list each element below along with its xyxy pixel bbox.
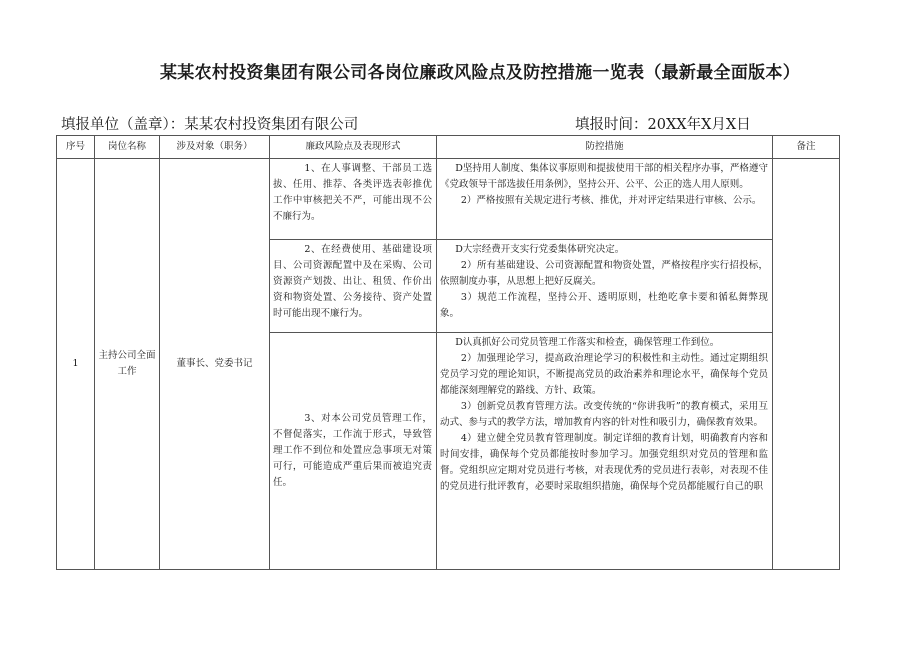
header-remark: 备注 xyxy=(773,136,840,159)
header-position: 岗位名称 xyxy=(95,136,160,159)
risk-point-2: 2、在经费使用、基础建设项目、公司资源配置中及在采购、公司资源资产划拨、出让、租赁、作价出资和物资处置、公务接待、资产处置时可能出现不廉行为。 xyxy=(270,240,437,333)
fill-time-label: 填报时间： xyxy=(575,117,648,133)
page-title: 某某农村投资集团有限公司各岗位廉政风险点及防控措施一览表（最新最全面版本） xyxy=(159,63,801,83)
header-duty: 涉及对象（职务） xyxy=(160,136,270,159)
fill-time xyxy=(575,113,751,134)
row-duty: 董事长、党委书记 xyxy=(160,159,270,570)
header-measures: 防控措施 xyxy=(437,136,773,159)
measure-item: D认真抓好公司党员管理工作落实和检查，确保管理工作到位。 xyxy=(455,337,720,348)
table-row xyxy=(57,159,840,240)
measure-item: 2）加强理论学习，提高政治理论学习的积极性和主动性。通过定期组织党员学习党的理论知识，不断提高党员的政治素养和理论水平，确保每个党员都能深刻理解党的路线、方针、政策。 xyxy=(440,353,768,396)
measure-item: 3）创新党员教育管理方法。改变传统的“你讲我听”的教育模式，采用互动式、参与式的教学方法，增加教育内容的针对性和吸引力，确保教育效果。 xyxy=(440,401,768,428)
table-header-row xyxy=(57,136,840,159)
row-remark xyxy=(773,159,840,570)
row-index: 1 xyxy=(57,159,95,570)
measure-item: D坚持用人制度、集体议事原则和提拔使用干部的相关程序办事，严格遵守《党政领导干部选拔任用条例》，坚持公开、公平、公正的选人用人原则。 xyxy=(440,163,768,190)
measure-item: 2）严格按照有关规定进行考核、推优，并对评定结果进行审核、公示。 xyxy=(460,195,762,206)
risk-point-3: 3、对本公司党员管理工作，不督促落实，工作流于形式，导致管理工作不到位和处置应急事项无对策可行，可能造成严重后果而被追究责任。 xyxy=(270,333,437,570)
fill-unit-label: 填报单位（盖章）： xyxy=(61,117,185,133)
fill-unit xyxy=(61,113,358,134)
row-position: 主持公司全面工作 xyxy=(95,159,160,570)
measures-2 xyxy=(437,240,773,333)
measures-1 xyxy=(437,159,773,240)
header-risk: 廉政风险点及表现形式 xyxy=(270,136,437,159)
measure-item: 2）所有基础建设、公司资源配置和物资处置，严格按程序实行招投标，依照制度办事，从思想上把好反腐关。 xyxy=(440,260,768,287)
header-index: 序号 xyxy=(57,136,95,159)
measure-item: 4）建立健全党员教育管理制度。制定详细的教育计划，明确教育内容和时间安排，确保每个党员都能按时参加学习。加强党组织对党员的管理和监督。党组织应定期对党员进行考核，对表现优秀的党员进行表彰，对表现不佳的党员进行批评教育，必要时采取组织措施，确保每个党员都能履行自己的职 xyxy=(440,433,768,492)
measure-item: 3）规范工作流程，坚持公开、透明原则，杜绝吃拿卡要和循私舞弊现象。 xyxy=(440,292,768,319)
risk-table xyxy=(56,135,840,570)
fill-unit-value: 某某农村投资集团有限公司 xyxy=(184,117,359,133)
fill-time-value: 20XX年X月X日 xyxy=(647,117,751,133)
measure-item: D大宗经费开支实行党委集体研究决定。 xyxy=(455,244,625,255)
risk-point-1: 1、在人事调整、干部员工选拔、任用、推荐、各类评选表彰推优工作中审核把关不严，可能出现不公不廉行为。 xyxy=(270,159,437,240)
measures-3 xyxy=(437,333,773,570)
